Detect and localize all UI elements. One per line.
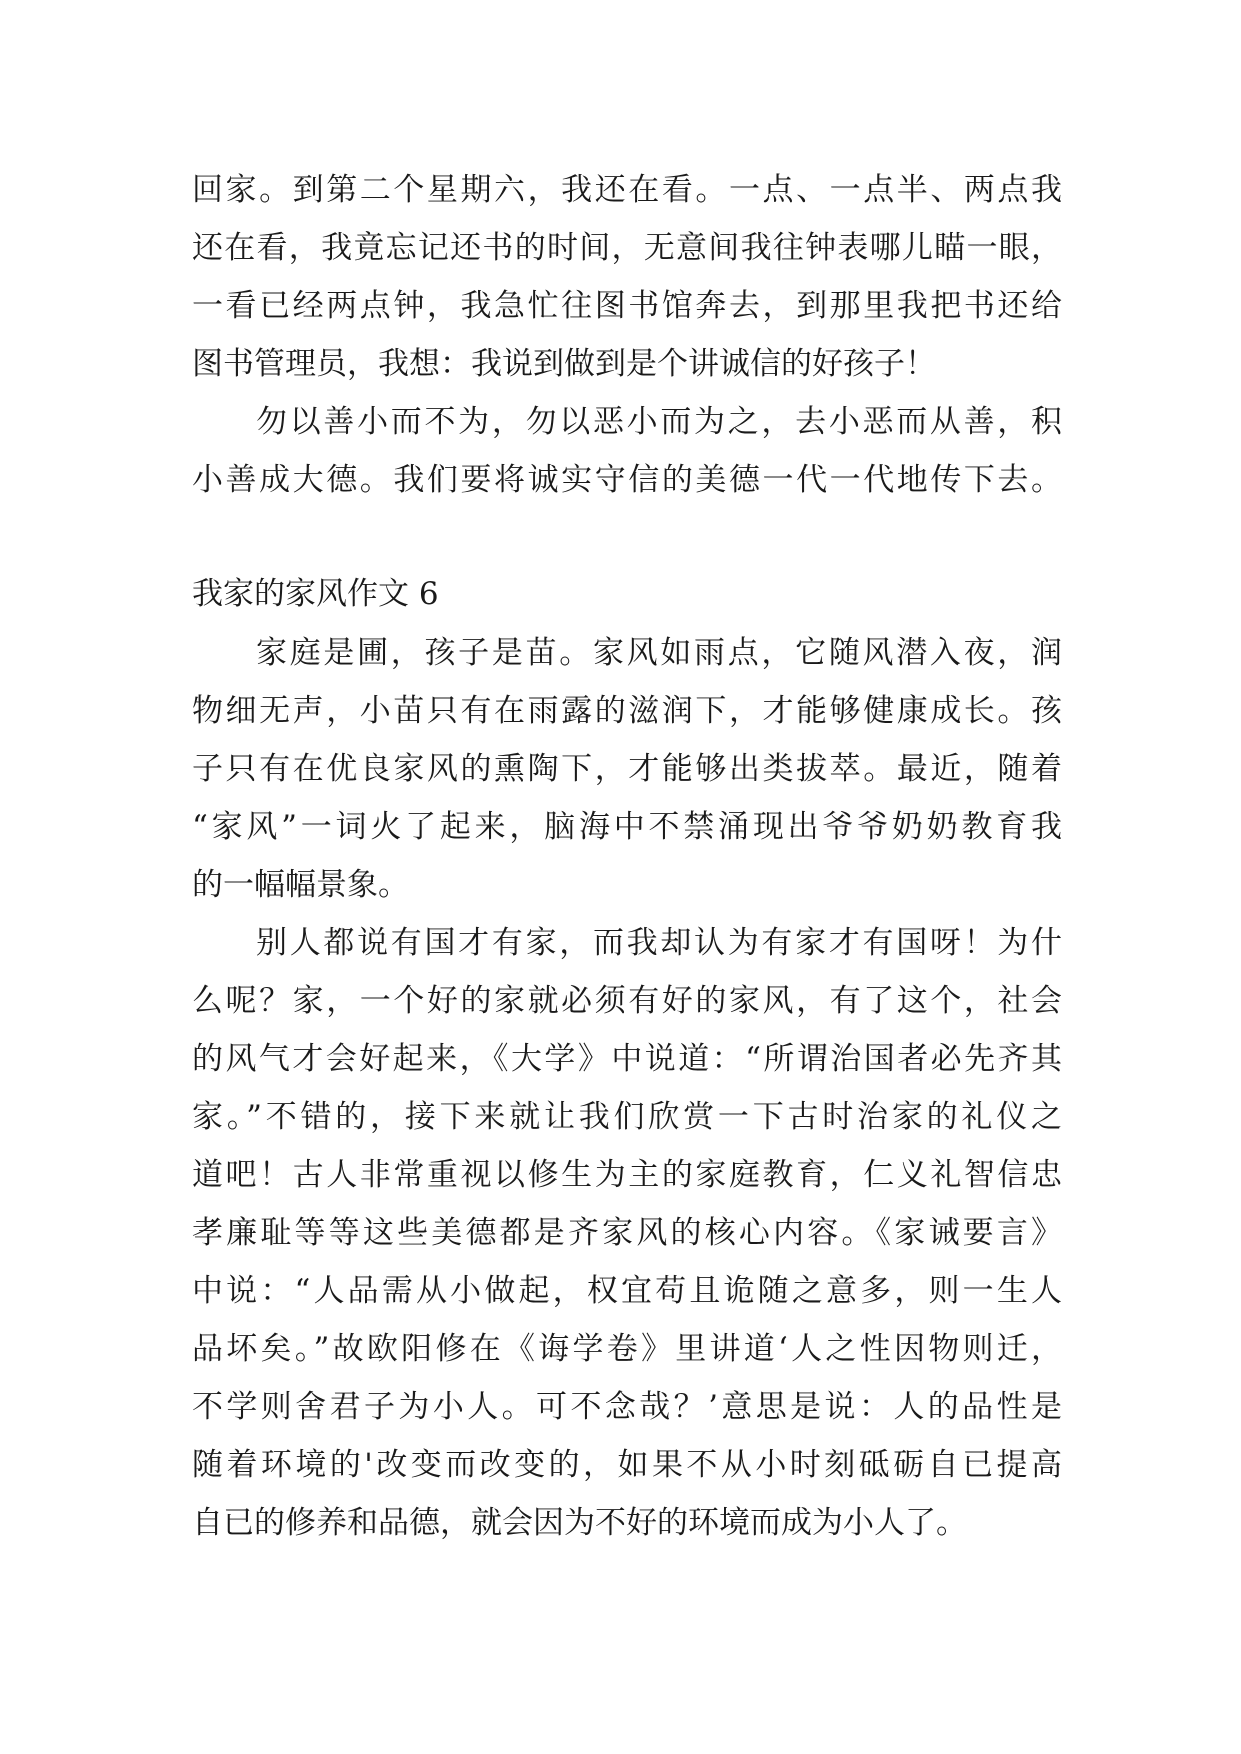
text-line: 孝廉耻等等这些美德都是齐家风的核心内容。《家诫要言》 bbox=[192, 1215, 1062, 1251]
text-line: “家风”一词火了起来，脑海中不禁涌现出爷爷奶奶教育我 bbox=[192, 809, 1062, 845]
text-line: 还在看，我竟忘记还书的时间，无意间我往钟表哪儿瞄一眼， bbox=[192, 230, 1062, 266]
text-line: 小善成大德。我们要将诚实守信的美德一代一代地传下去。 bbox=[192, 462, 1062, 498]
text-line: 子只有在优良家风的熏陶下，才能够出类拔萃。最近，随着 bbox=[192, 751, 1062, 787]
text-line: 一看已经两点钟，我急忙往图书馆奔去，到那里我把书还给 bbox=[192, 288, 1062, 324]
text-line: 的风气才会好起来，《大学》中说道：“所谓治国者必先齐其 bbox=[192, 1041, 1062, 1077]
text-line: 图书管理员，我想：我说到做到是个讲诚信的好孩子！ bbox=[192, 346, 936, 382]
text-line: 回家。到第二个星期六，我还在看。一点、一点半、两点我 bbox=[192, 172, 1062, 208]
text-line: 别人都说有国才有家，而我却认为有家才有国呀！为什 bbox=[256, 925, 1062, 961]
text-line: 自已的修养和品德，就会因为不好的环境而成为小人了。 bbox=[192, 1505, 967, 1541]
text-line: 么呢？家，一个好的家就必须有好的家风，有了这个，社会 bbox=[192, 983, 1062, 1019]
text-line: 不学则舍君子为小人。可不念哉？’意思是说：人的品性是 bbox=[192, 1389, 1062, 1425]
text-line: 中说：“人品需从小做起，权宜苟且诡随之意多，则一生人 bbox=[192, 1273, 1062, 1309]
text-line: 物细无声，小苗只有在雨露的滋润下，才能够健康成长。孩 bbox=[192, 693, 1062, 729]
text-line: 家。”不错的，接下来就让我们欣赏一下古时治家的礼仪之 bbox=[192, 1099, 1062, 1135]
text-line: 的一幅幅景象。 bbox=[192, 867, 409, 903]
text-line: 家庭是圃，孩子是苗。家风如雨点，它随风潜入夜，润 bbox=[256, 635, 1062, 671]
essay-heading: 我家的家风作文 6 bbox=[192, 576, 439, 612]
text-line: 品坏矣。”故欧阳修在《诲学卷》里讲道‘人之性因物则迁， bbox=[192, 1331, 1062, 1367]
text-line: 道吧！古人非常重视以修生为主的家庭教育，仁义礼智信忠 bbox=[192, 1157, 1062, 1193]
text-line: 随着环境的'改变而改变的，如果不从小时刻砥砺自已提高 bbox=[192, 1447, 1062, 1483]
text-line: 勿以善小而不为，勿以恶小而为之，去小恶而从善，积 bbox=[256, 404, 1062, 440]
